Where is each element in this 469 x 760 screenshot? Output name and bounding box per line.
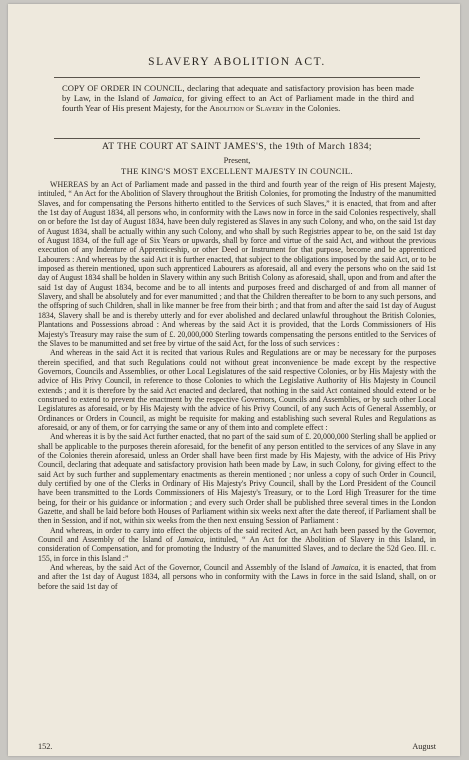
order-act-name: Abolition of Slavery [209, 103, 284, 114]
paragraph-4 [38, 526, 436, 563]
majesty-line: THE KING'S MOST EXCELLENT MAJESTY IN COUNCIL. [121, 166, 353, 176]
document-body [38, 180, 436, 591]
page-number: 152. [38, 742, 53, 751]
order-text-3: in the Colonies. [283, 103, 341, 114]
present-label: Present, [223, 156, 251, 165]
order-place: Jamaica [152, 93, 182, 104]
court-line: AT THE COURT AT SAINT JAMES'S, the 19th of March 1834; [102, 141, 372, 152]
paragraph-2: And whereas in the said Act it is recited that various Rules and Regulations are or may be necessary for the purposes therein specified, and that such Regulations could not without great inconvenience be made except by the respective Governors, Councils and Assemblies, or other Local Legislatures of the said respective Colonies, or by His Majesty with the advice of His Privy Council, in reference to those Colonies to which the Legislative Authority of His Majesty in Council extends ; and it is therefore by the said Act enacted and declared, that nothing in the said Act contained should extend or be construed to extend to prevent the enactment by the respective Governors, Councils and Assemblies, or by such other Local Legislatures as aforesaid, or by His Majesty with the advice of his Privy Council, of any such Acts of General Assembly, or Ordinances or Orders in Council, as might be requisite for making and establishing such several Rules and Regulations as aforesaid, or any of them, or for carrying the same or any of them into and complete effect : [38, 348, 436, 432]
paragraph-1-lead: WHEREAS [50, 180, 89, 189]
title-rule [54, 77, 420, 78]
paragraph-5 [38, 563, 436, 591]
page-title: SLAVERY ABOLITION ACT. [148, 56, 326, 68]
summary-rule [54, 138, 420, 139]
order-in-council-summary [62, 83, 414, 114]
paragraph-3: And whereas it is by the said Act further enacted, that no part of the said sum of £. 20,000,000 Sterling shall be applied or shall be applicable to the purposes therein aforesaid, for the benefit of any person entitled to the services of any Slave in any of the Colonies therein aforesaid, unless an Order shall have been first made by His Majesty, with the advice of His Privy Council, declaring that adequate and satisfactory provision hath been made by Law, in such Colony, for giving effect to the said Act by such further and supplementary enactments as therein mentioned ; nor unless a copy of such Order in Council, duly certified by one of the Clerks in Ordinary of His Majesty's Privy Council, shall by the Lord President of the Council have been transmitted to the Lords Commissioners of His Majesty's Treasury, or to the Lord High Treasurer for the time being, for their or his guidance or information ; and every such Order shall be published three several times in the London Gazette, and shall be laid before both Houses of Parliament within six weeks next after the date thereof, if Parliament shall be then in Session, and if not, within six weeks from the then next ensuing Session of Parliament : [38, 432, 436, 526]
paragraph-5-place: Jamaica [331, 563, 359, 573]
order-text-1: declaring that adequate and satisfactory provision has been made by Law, in the Island of [62, 83, 414, 104]
paragraph-5-text-a: And whereas, by the said Act of the Governor, Council and Assembly of the Island of [50, 563, 332, 573]
paragraph-5-text-b: , it is enacted, that from and after the 1st day of August 1834, all persons who in conformity with the Laws in force in the said Island, shall, on or before the said 1st day of [38, 563, 437, 591]
paragraph-4-text-a: And whereas, in order to carry into effect the objects of the said recited Act, an Act hath been passed by the Governor, Council and Assembly of the Island of [38, 525, 436, 545]
order-text-2: , for giving effect to an Act of Parliament made in the third and fourth Year of His present Majesty, for the [62, 93, 414, 114]
document-page [8, 4, 460, 756]
paragraph-1-text: by an Act of Parliament made and passed in the third and fourth year of the reign of His present Majesty, intituled, “ An Act for the Abolition of Slavery throughout the British Colonies, for promoting the Industry of the manumitted Slaves, and for compensating the Persons hitherto entitled to the Services of such Slaves,” it is enacted, that from and after the 1st day of August 1834, all persons who, in conformity with the Laws now in force in the said Colonies respectively, shall on or before the 1st day of August 1834, have been duly registered as Slaves in any such Colony, and who, on the said 1st day of August 1834, shall be actually within any such Colony, and who shall by such Registries appear to be, on the said 1st day of August 1834, of the full age of Six Years or upwards, shall by force and virtue of the said Act, and without the previous execution of any Indenture of Apprenticeship, or other Deed or Instrument for that purpose, become and be apprenticed Labourers : And whereas by the said Act it is further enacted, that subject to the obligations imposed by the said Act, or to be imposed as therein mentioned, upon such apprenticed Labourers as aforesaid, all and every the persons who on the said 1st day of August 1834 shall be holden in Slavery within any such British Colony as aforesaid, shall, upon and from and after the said 1st day of August 1834, become and be to all intents and purposes freed and discharged of and from all manner of Slavery, and shall be absolutely and for ever manumitted ; and that the Children thereafter to be born to any such persons, and the offspring of such Children, shall in like manner be free from their birth ; and that from and after the said 1st day of August 1834, Slavery shall be and is thereby utterly and for ever abolished and declared unlawful throughout the British Colonies, Plantations and Possessions abroad : And whereas by the said Act it is provided, that the Lords Commissioners of His Majesty's Treasury may raise the sum of £. 20,000,000 Sterling towards compensating the persons entitled to the Services of the Slaves to be manumitted and set free by virtue of the said Act, for the loss of such services : [38, 180, 436, 348]
paragraph-1 [38, 180, 436, 348]
catchword: August [412, 742, 436, 751]
paragraph-4-place: Jamaica [176, 535, 204, 545]
paragraph-4-text-b: , intituled, “ An Act for the Abolition of Slavery in this Island, in consideration of Compensation, and for promoting the Industry of the manumitted Slaves, and to declare the 52d Geo. III. c. 155, in force in this Island :” [38, 535, 436, 563]
order-heading: COPY OF ORDER IN COUNCIL, [62, 83, 185, 93]
